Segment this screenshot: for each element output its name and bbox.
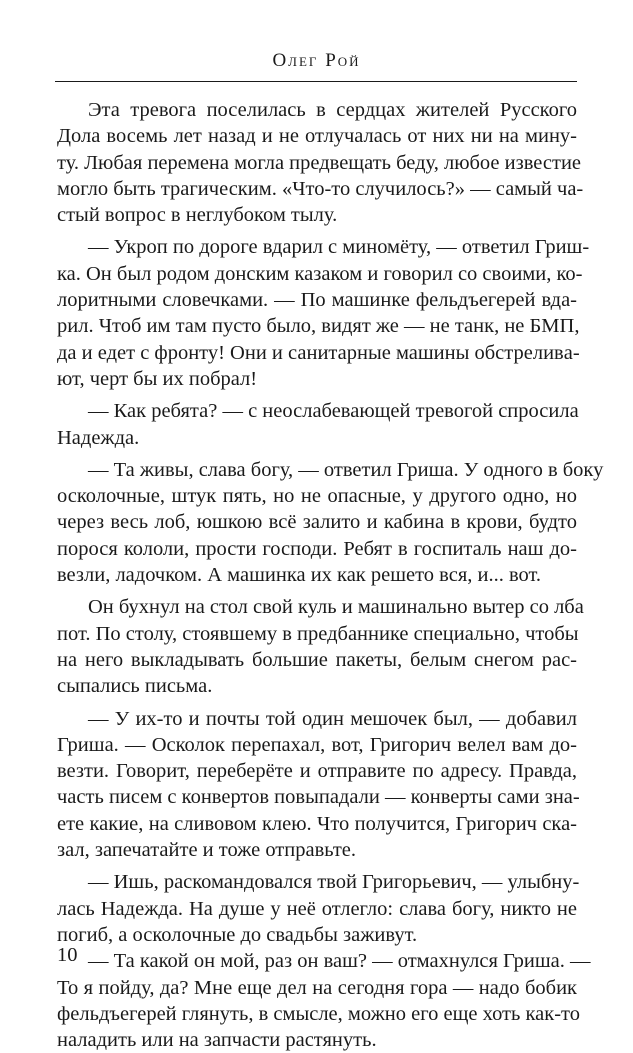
text-line: наладить или на запчасти растянуть. [57, 1029, 377, 1052]
text-line: пот. По столу, стоявшему в предбаннике специально, чтобы [57, 622, 579, 645]
paragraph [57, 948, 591, 1053]
text-line: — Та какой он мой, раз он ваш? — отмахнулся Гриша. — [88, 950, 591, 973]
text-line: лоритными словечками. — По машинке фельдъегерей вда- [57, 289, 577, 312]
text-line: ту. Любая перемена могла предвещать беду, любое известие [57, 151, 582, 174]
paragraph [57, 457, 604, 588]
text-line: стый вопрос в неглубоком тылу. [57, 204, 338, 227]
text-line: — Укроп по дороге вдарил с миномёту, — ответил Гриш- [88, 236, 590, 259]
text-line: ют, черт бы их побрал! [57, 367, 258, 390]
paragraph [57, 594, 584, 699]
paragraph [57, 706, 580, 864]
text-line: Надежда. [57, 426, 140, 449]
text-line: через весь лоб, юшкою всё залито и кабина в крови, будто [57, 511, 577, 534]
paragraph [57, 234, 590, 392]
text-line: Гриша. — Осколок перепахал, вот, Григорич велел вам до- [57, 733, 577, 756]
text-line: везти. Говорит, переберёте и отправите по адресу. Правда, [57, 760, 577, 783]
text-line: везли, ладочком. А машинка их как решето вся, и... вот. [57, 564, 542, 587]
text-line: могло быть трагическим. «Что-то случилось?» — самый ча- [57, 177, 584, 200]
text-line: зал, запечатайте и тоже отправьте. [57, 839, 357, 862]
text-line: сыпались письма. [57, 675, 213, 698]
text-line: лась Надежда. На душе у неё отлегло: слава богу, никто не [57, 897, 577, 920]
text-line: — У их-то и почты той один мешочек был, — добавил [88, 707, 577, 730]
text-line: — Та живы, слава богу, — ответил Гриша. У одного в боку [88, 458, 604, 481]
text-line: Он бухнул на стол свой куль и машинально вытер со лба [88, 596, 584, 619]
text-line: часть писем с конвертов повыпадали — конверты сами зна- [57, 786, 580, 809]
text-line: Дола восемь лет назад и не отлучалась от них ни на мину- [57, 125, 577, 148]
text-line: То я пойду, да? Мне еще дел на сегодня гора — надо бобик [57, 976, 577, 999]
text-line: фельдъегерей глянуть, в смысле, можно его еще хоть как-то [57, 1002, 580, 1025]
text-line: погиб, а осколочные до свадьбы заживут. [57, 923, 418, 946]
page-number: 10 [57, 944, 78, 966]
paragraph [57, 869, 580, 948]
text-line: — Как ребята? — с неослабевающей тревогой спросила [88, 400, 579, 423]
text-line: рил. Чтоб им там пусто было, видят же — не танк, не БМП, [57, 315, 580, 338]
running-head-author: Олег Рой [272, 50, 361, 71]
text-line: ете какие, на сливовом клею. Что получится, Григорич ска- [57, 812, 577, 835]
text-line: Эта тревога поселилась в сердцах жителей Русского [88, 99, 577, 121]
body-text [57, 97, 604, 1053]
header-rule [55, 81, 577, 82]
text-line: порося кололи, прости господи. Ребят в госпиталь наш до- [57, 537, 577, 560]
text-line: да и едет с фронту! Они и санитарные машины обстреливa- [57, 341, 580, 364]
text-line: на него выкладывать большие пакеты, белым снегом рас- [57, 648, 577, 671]
paragraph [57, 398, 577, 451]
text-line: — Ишь, раскомандовался твой Григорьевич, — улыбну- [88, 871, 580, 894]
text-line: ка. Он был родом донским казаком и говорил со своими, ко- [57, 262, 583, 285]
paragraph [57, 97, 584, 228]
text-line: осколочные, штук пять, но не опасные, у другого одно, но [57, 485, 577, 508]
